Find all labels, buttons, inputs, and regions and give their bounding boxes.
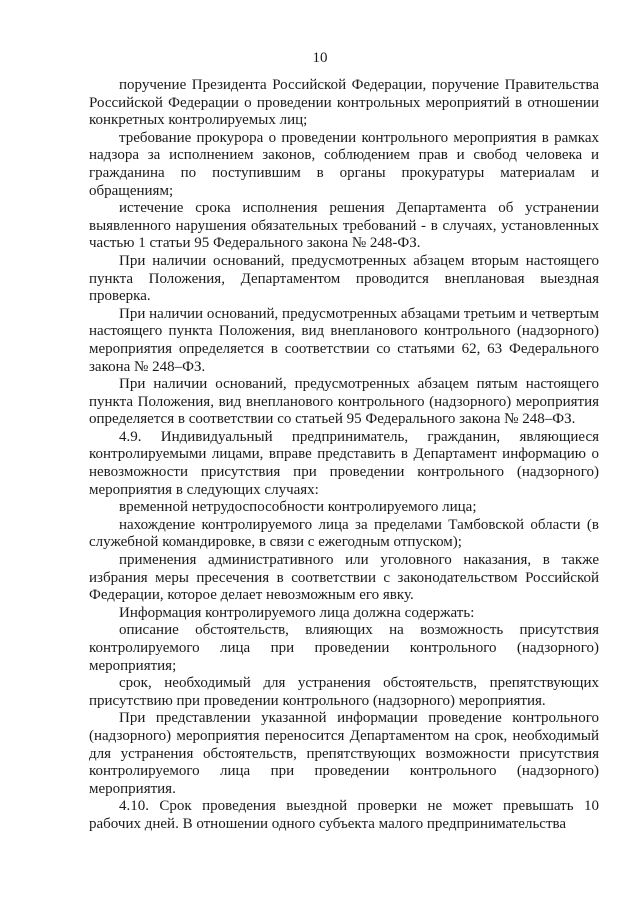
paragraph: поручение Президента Российской Федерации, поручение Правительства Российской Федерации о проведении контрольных мероприятий в отношении конкретных контролируемых лиц; [89, 77, 599, 129]
paragraph: 4.10. Срок проведения выездной проверки не может превышать 10 рабочих дней. В отношении одного субъекта малого предпринимательства [89, 798, 599, 832]
paragraph: При наличии оснований, предусмотренных абзацем вторым настоящего пункта Положения, Департаментом проводится внеплановая выездная проверка. [89, 252, 599, 305]
paragraph: 4.9. Индивидуальный предприниматель, гражданин, являющиеся контролируемыми лицами, вправе представить в Департамент информацию о невозможности присутствия при проведении контрольного (надзорного) мероприятия в следующих случаях: [89, 428, 599, 498]
paragraph: применения административного или уголовного наказания, в также избрания меры пресечения в соответствии с законодательством Российской Федерации, которое делает невозможным его явку. [89, 552, 599, 604]
paragraph: При наличии оснований, предусмотренных абзацами третьим и четвертым настоящего пункта Положения, вид внепланового контрольного (надзорного) мероприятия определяется в соответствии со статьями 62, 63 Федерального закона № 248–ФЗ. [89, 305, 599, 375]
paragraph: нахождение контролируемого лица за пределами Тамбовской области (в служебной командировке, в связи с ежегодным отпуском); [89, 516, 599, 551]
paragraph: При наличии оснований, предусмотренных абзацем пятым настоящего пункта Положения, вид внепланового контрольного (надзорного) мероприятия определяется в соответствии со статьей 95 Федерального закона № 248–ФЗ. [89, 376, 599, 428]
paragraph: При представлении указанной информации проведение контрольного (надзорного) мероприятия переносится Департаментом на срок, необходимый для устранения обстоятельств, препятствующих возможности присутствия контролируемого лица при проведении контрольного (надзорного) мероприятия. [89, 710, 599, 797]
paragraph: требование прокурора о проведении контрольного мероприятия в рамках надзора за исполнением законов, соблюдением прав и свобод человека и гражданина по поступившим в органы прокуратуры материалам и обращениям; [89, 129, 599, 199]
document-body [89, 77, 599, 834]
paragraph: описание обстоятельств, влияющих на возможность присутствия контролируемого лица при проведении контрольного (надзорного) мероприятия; [89, 622, 599, 674]
paragraph: срок, необходимый для устранения обстоятельств, препятствующих присутствию при проведении контрольного (надзорного) мероприятия. [89, 675, 599, 709]
paragraph: истечение срока исполнения решения Департамента об устранении выявленного нарушения обязательных требований - в случаях, установленных частью 1 статьи 95 Федерального закона № 248-ФЗ. [89, 200, 599, 252]
page-number: 10 [312, 50, 328, 66]
paragraph: временной нетрудоспособности контролируемого лица; [119, 499, 477, 516]
paragraph: Информация контролируемого лица должна содержать: [119, 604, 475, 621]
